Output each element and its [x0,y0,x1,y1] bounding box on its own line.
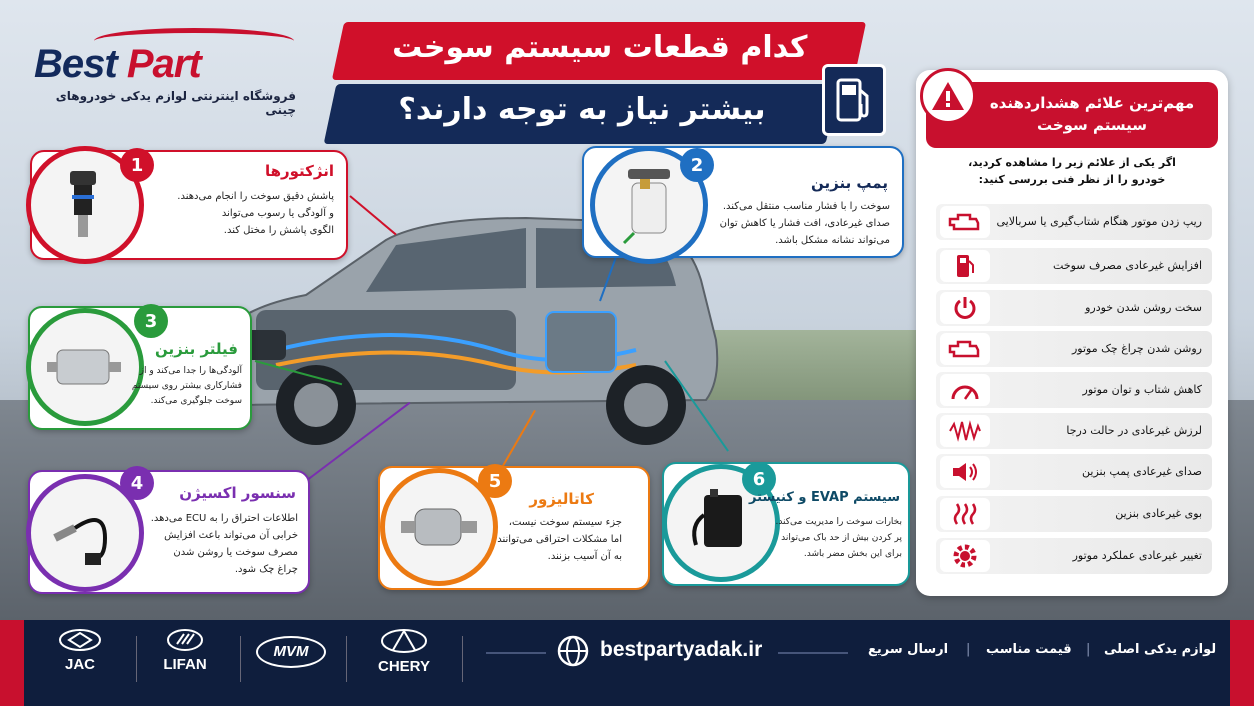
title-line-1-text: کدام قطعات سیستم سوخت [392,30,808,65]
gear-icon [940,540,990,572]
brand-mvm-label: MVM [256,636,326,668]
warning-signs-panel [916,70,1228,596]
symptom-item-4 [936,331,1212,367]
part-number-6: 6 [742,462,776,496]
symptom-item-2 [936,248,1212,284]
part-card-evap [662,462,910,586]
brand-chery-label: CHERY [378,658,430,675]
part-desc-5 [486,514,622,565]
fuel-pump-icon [822,64,886,136]
part-number-4: 4 [120,466,154,500]
title-line-2-text: بیشتر نیاز به توجه دارند؟ [398,92,766,127]
part-desc-6-line-1: بخارات سوخت را مدیریت می‌کند. [775,517,902,527]
feature-separator: | [966,642,971,657]
brand-jac [50,628,110,673]
panel-heading [926,82,1218,148]
website-link[interactable]: bestpartyadak.ir [600,638,763,661]
gauge-icon [940,374,990,406]
part-desc-1-line-3: الگوی پاشش را مختل کند. [223,225,334,236]
symptom-item-9 [936,538,1212,574]
globe-icon [556,634,590,668]
part-card-fuel-pump [582,146,904,258]
footer-divider [346,636,347,682]
symptom-text-2: افزایش غیرعادی مصرف سوخت [1053,259,1202,272]
part-title-4: سنسور اکسیژن [179,484,296,502]
logo-word-part: Part [126,42,201,86]
part-number-2: 2 [680,148,714,182]
symptom-text-8: بوی غیرعادی بنزین [1115,507,1202,520]
part-desc-1-line-1: پاشش دقیق سوخت را انجام می‌دهند. [177,191,334,202]
lifan-logo-icon [162,628,208,652]
brand-lifan [150,628,220,673]
feature-fast-shipping: ارسال سریع [868,642,949,657]
jac-logo-icon [57,628,103,652]
part-desc-3 [82,364,242,409]
footer-rule-left [486,652,546,654]
part-desc-3-line-2: فشارکاری بیشتر روی سیستم [131,381,242,391]
brand-lifan-label: LIFAN [163,656,207,673]
footer-divider [136,636,137,682]
brand-mvm [256,636,328,668]
symptom-text-5: کاهش شتاب و توان موتور [1082,383,1202,396]
chery-logo-icon [379,628,429,654]
part-title-3: فیلتر بنزین [155,340,238,358]
feature-separator: | [1086,642,1091,657]
part-desc-5-line-2: اما مشکلات احتراقی می‌توانند [497,534,622,545]
check-engine-icon [940,333,990,365]
symptom-text-1: ریپ زدن موتور هنگام شتاب‌گیری یا سربالایی [996,215,1202,228]
symptom-item-6 [936,413,1212,449]
footer-divider [240,636,241,682]
brand-jac-label: JAC [64,656,95,673]
title-line-2 [324,84,839,144]
symptom-text-6: لرزش غیرعادی در حالت درجا [1066,424,1202,437]
part-number-3: 3 [134,304,168,338]
title-line-1 [332,22,866,80]
logo [34,42,294,117]
part-title-6: سیستم EVAP و کنیستر [749,490,900,505]
part-desc-4-line-4: چراغ چک شود. [234,564,298,575]
part-desc-6 [772,514,902,562]
part-card-injectors [30,150,348,260]
warning-icon [920,68,976,124]
part-desc-6-line-2: پر کردن بیش از حد باک می‌تواند [781,533,902,543]
fuel-pump-icon [940,250,990,282]
logo-subtitle: فروشگاه اینترنتی لوازم یدکی خودروهای چینی [55,89,296,117]
part-number-5: 5 [478,464,512,498]
logo-word-best: Best [34,42,117,86]
part-title-2: پمپ بنزین [810,174,888,192]
part-desc-4-line-1: اطلاعات احتراق را به ECU می‌دهد. [150,513,298,524]
power-icon [940,292,990,324]
speaker-icon [940,456,990,488]
part-card-catalytic [378,466,650,590]
part-desc-1-line-2: و آلودگی یا رسوب می‌تواند [221,208,334,219]
part-desc-1 [144,188,334,239]
symptom-text-9: تغییر غیرعادی عملکرد موتور [1072,549,1202,562]
part-card-fuel-filter [28,306,252,430]
part-desc-2-line-1: سوخت را با فشار مناسب منتقل می‌کند. [722,201,890,212]
part-desc-2-line-3: می‌تواند نشانه مشکل باشد. [775,235,890,246]
symptom-item-5 [936,372,1212,408]
brand-chery [366,628,442,675]
footer-divider [462,636,463,682]
symptom-text-4: روشن شدن چراغ چک موتور [1071,342,1202,355]
part-title-1: انژکتورها [264,162,334,180]
feature-good-price: قیمت مناسب [986,642,1072,657]
engine-icon [940,206,990,238]
part-number-1: 1 [120,148,154,182]
part-desc-3-line-1: آلودگی‌ها را جدا می‌کند و از [139,366,242,376]
panel-heading-line-1: مهم‌ترین علائم هشداردهنده [989,94,1195,112]
symptom-text-3: سخت روشن شدن خودرو [1085,301,1202,314]
symptom-item-8 [936,496,1212,532]
part-desc-2-line-2: صدای غیرعادی، افت فشار یا کاهش توان [719,218,890,229]
panel-intro-line-1: اگر یکی از علائم زیر را مشاهده کردید، [968,156,1176,169]
symptom-item-1 [936,204,1212,240]
part-desc-2 [690,198,890,249]
part-desc-4-line-3: مصرف سوخت یا روشن شدن [173,547,298,558]
part-desc-5-line-3: به آن آسیب بزنند. [547,551,622,562]
panel-intro-line-2: خودرو را از نظر فنی بررسی کنید: [978,173,1166,186]
smell-icon [940,498,990,530]
feature-genuine-parts: لوازم یدکی اصلی [1104,642,1217,657]
part-desc-3-line-3: سوخت جلوگیری می‌کند. [150,396,242,406]
part-card-oxygen-sensor [28,470,310,594]
vibration-icon [940,415,990,447]
part-desc-5-line-1: جزء سیستم سوخت نیست، [508,517,622,528]
footer-rule-right [778,652,848,654]
part-desc-4-line-2: خرابی آن می‌تواند باعث افزایش [164,530,298,541]
logo-swoosh [94,28,294,54]
part-title-5: کاتالیزور [529,490,594,508]
part-desc-6-line-3: برای این بخش مضر باشد. [803,549,902,559]
symptom-text-7: صدای غیرعادی پمپ بنزین [1082,465,1202,478]
panel-heading-line-2: سیستم سوخت [1036,116,1148,134]
part-desc-4 [138,510,298,578]
panel-intro [936,154,1208,188]
symptom-item-7 [936,454,1212,490]
symptom-item-3 [936,290,1212,326]
